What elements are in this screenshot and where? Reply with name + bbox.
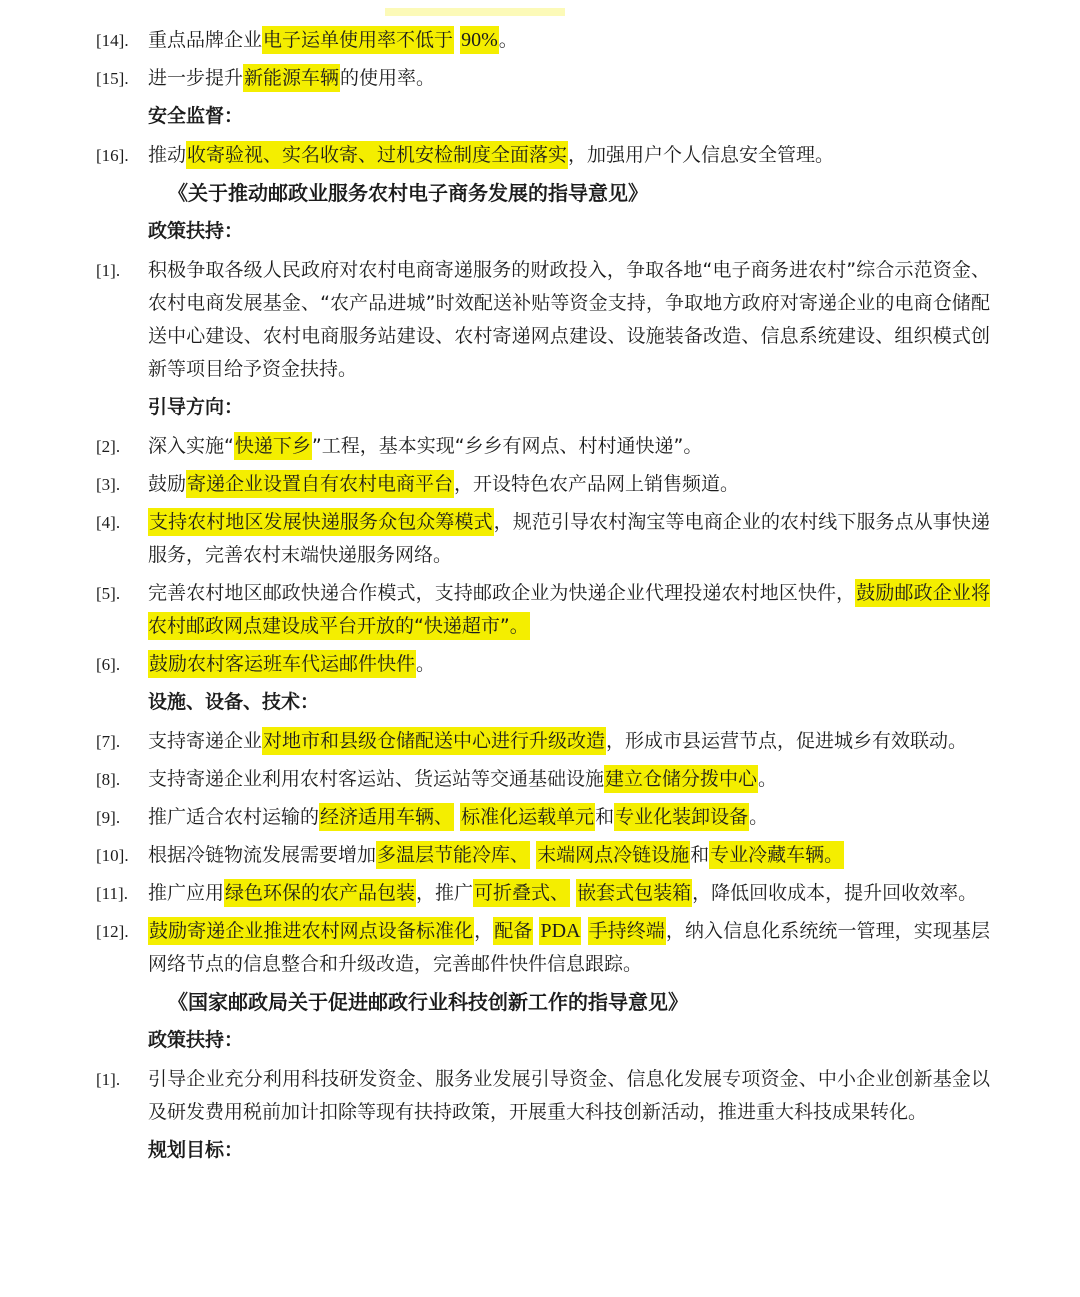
list-item [96, 839, 990, 872]
plain-text: 推广应用 [148, 882, 225, 904]
highlighted-text: 配备 [493, 917, 533, 945]
section-heading: 政策扶持： [148, 1029, 244, 1051]
item-text [148, 1063, 990, 1129]
item-number: [2]. [96, 437, 121, 456]
plain-text: ，开设特色农产品网上销售频道。 [454, 473, 740, 495]
plain-text: 。 [749, 806, 769, 828]
item-number: [8]. [96, 770, 121, 789]
document-body [96, 24, 990, 1167]
highlighted-text: 支持农村地区发展快递服务众包众筹模式 [148, 508, 494, 536]
plain-text: ，形成市县运营节点，促进城乡有效联动。 [606, 730, 968, 752]
list-item [96, 62, 990, 95]
highlighted-text: 鼓励邮政企业将农村邮政网点建设成平台开放的“快递超市”。 [148, 579, 990, 640]
list-item [96, 1063, 990, 1129]
item-text [148, 648, 990, 681]
highlighted-text: 专业冷藏车辆。 [709, 841, 844, 869]
list-item [96, 24, 990, 57]
list-item [96, 254, 990, 386]
section-heading: 引导方向： [148, 396, 244, 418]
list-item [96, 915, 990, 981]
plain-text: ，加强用户个人信息安全管理。 [568, 144, 835, 166]
highlighted-text: 多温层节能冷库、 [376, 841, 530, 869]
list-item [96, 506, 990, 572]
item-text [148, 877, 990, 910]
plain-text: 根据冷链物流发展需要增加 [148, 844, 377, 866]
section-heading: 设施、设备、技术： [148, 691, 320, 713]
item-number: [10]. [96, 846, 129, 865]
section-heading: 政策扶持： [148, 220, 244, 242]
highlighted-text: 鼓励寄递企业推进农村网点设备标准化 [148, 917, 474, 945]
plain-text: 推动 [148, 144, 187, 166]
item-text [148, 577, 990, 643]
plain-text: 的使用率。 [340, 67, 436, 89]
highlighted-text: 新能源车辆 [243, 64, 340, 92]
item-number: [16]. [96, 146, 129, 165]
item-number: [3]. [96, 475, 121, 494]
cutoff-highlight-artifact [385, 8, 565, 16]
highlighted-text: 标准化运载单元 [460, 803, 595, 831]
highlighted-text: 建立仓储分拨中心 [604, 765, 758, 793]
item-text [148, 24, 990, 57]
list-item [96, 577, 990, 643]
highlighted-text: PDA [539, 917, 581, 945]
plain-text: 和 [595, 806, 615, 828]
item-text [148, 254, 990, 386]
plain-text: ，推广 [416, 882, 474, 904]
plain-text: 完善农村地区邮政快递合作模式，支持邮政企业为快递企业代理投递农村地区快件， [148, 582, 856, 604]
plain-text: 。 [758, 768, 778, 790]
item-text [148, 801, 990, 834]
item-text [148, 468, 990, 501]
highlighted-text: 末端网点冷链设施 [536, 841, 690, 869]
highlighted-text: 对地市和县级仓储配送中心进行升级改造 [262, 727, 606, 755]
item-number: [6]. [96, 655, 121, 674]
item-number: [11]. [96, 884, 128, 903]
list-item [96, 801, 990, 834]
item-text [148, 430, 990, 463]
plain-text: ，纳入信息化系统统一管理，实现基层网络节点的信息整合和升级改造，完善邮件快件信息跟踪。 [148, 920, 990, 975]
plain-text: ， [474, 920, 494, 942]
list-item [96, 877, 990, 910]
item-number: [14]. [96, 31, 129, 50]
section-heading: 规划目标： [148, 1139, 244, 1161]
item-number: [5]. [96, 584, 121, 603]
highlighted-text: 寄递企业设置自有农村电商平台 [186, 470, 454, 498]
list-item [96, 725, 990, 758]
highlighted-text: 手持终端 [588, 917, 666, 945]
plain-text: 支持寄递企业利用农村客运站、货运站等交通基础设施 [148, 768, 605, 790]
plain-text: 积极争取各级人民政府对农村电商寄递服务的财政投入，争取各地“电子商务进农村”综合示范资金、农村电商发展基金、“农产品进城”时效配送补贴等资金支持，争取地方政府对寄递企业的电商仓储配送中心建设、农村电商服务站建设、农村寄递网点建设、设施装备改造、信息系统建设、组织模式创新等项目给予资金扶持。 [148, 259, 990, 380]
item-text [148, 62, 990, 95]
item-number: [1]. [96, 1070, 121, 1089]
highlighted-text: 可折叠式、 [473, 879, 570, 907]
plain-text: 推广适合农村运输的 [148, 806, 320, 828]
highlighted-text: 快递下乡 [234, 432, 312, 460]
plain-text: ，降低回收成本，提升回收效率。 [692, 882, 978, 904]
item-number: [4]. [96, 513, 121, 532]
section-heading: 安全监督： [148, 105, 244, 127]
highlighted-text: 嵌套式包装箱 [576, 879, 692, 907]
highlighted-text: 鼓励农村客运班车代运邮件快件 [148, 650, 416, 678]
highlighted-text: 90% [460, 26, 499, 54]
plain-text: 和 [690, 844, 710, 866]
highlighted-text: 专业化装卸设备 [614, 803, 749, 831]
plain-text: 进一步提升 [148, 67, 244, 89]
highlighted-text: 绿色环保的农产品包装 [224, 879, 416, 907]
highlighted-text: 经济适用车辆、 [319, 803, 454, 831]
list-item [96, 648, 990, 681]
item-number: [9]. [96, 808, 121, 827]
highlighted-text: 电子运单使用率不低于 [262, 26, 454, 54]
list-item [96, 139, 990, 172]
item-number: [12]. [96, 922, 129, 941]
plain-text: 引导企业充分利用科技研发资金、服务业发展引导资金、信息化发展专项资金、中小企业创新基金以及研发费用税前加计扣除等现有扶持政策，开展重大科技创新活动，推进重大科技成果转化。 [148, 1068, 990, 1123]
item-text [148, 506, 990, 572]
item-text [148, 763, 990, 796]
item-text [148, 915, 990, 981]
document-title: 《国家邮政局关于促进邮政行业科技创新工作的指导意见》 [168, 990, 688, 1014]
list-item [96, 468, 990, 501]
plain-text: 支持寄递企业 [148, 730, 263, 752]
plain-text: 。 [498, 29, 518, 51]
list-item [96, 763, 990, 796]
item-text [148, 139, 990, 172]
plain-text: 重点品牌企业 [148, 29, 263, 51]
item-text [148, 725, 990, 758]
highlighted-text: 收寄验视、实名收寄、过机安检制度全面落实 [186, 141, 568, 169]
plain-text [581, 920, 587, 942]
plain-text: ，规范引导农村淘宝等电商企业的农村线下服务点从事快递服务，完善农村末端快递服务网络。 [148, 511, 990, 566]
item-number: [1]. [96, 261, 121, 280]
plain-text: ”工程，基本实现“乡乡有网点、村村通快递”。 [311, 435, 703, 457]
document-title: 《关于推动邮政业服务农村电子商务发展的指导意见》 [168, 181, 648, 205]
plain-text: 深入实施“ [148, 435, 234, 457]
plain-text: 。 [416, 653, 436, 675]
plain-text: 鼓励 [148, 473, 187, 495]
item-number: [7]. [96, 732, 121, 751]
list-item [96, 430, 990, 463]
item-number: [15]. [96, 69, 129, 88]
item-text [148, 839, 990, 872]
